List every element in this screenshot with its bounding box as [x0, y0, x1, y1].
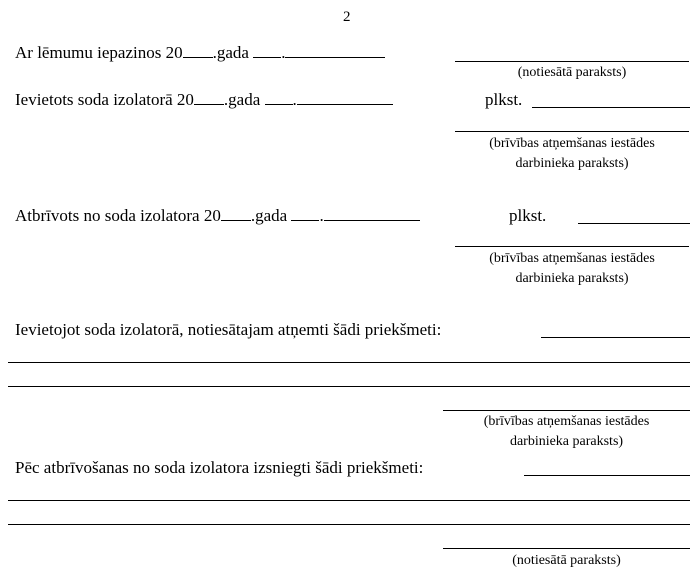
released-time-label: plkst.	[509, 206, 547, 225]
released-line	[15, 207, 420, 224]
month-field[interactable]	[297, 91, 393, 105]
convict-signature-caption: (notiesātā paraksts)	[512, 553, 621, 568]
placed-time-label: plkst.	[485, 90, 523, 109]
year-field[interactable]	[183, 44, 213, 58]
gada-label: .gada	[212, 43, 249, 62]
confiscated-items-line[interactable]	[8, 386, 690, 387]
staff-signature-caption-1: (brīvības atņemšanas iestādes	[489, 251, 655, 266]
month-field[interactable]	[285, 44, 385, 58]
staff-signature-line[interactable]	[455, 246, 689, 247]
released-time-line[interactable]	[578, 223, 690, 224]
convict-signature-line[interactable]	[443, 548, 690, 549]
day-field[interactable]	[253, 44, 281, 58]
placed-prefix: Ievietots soda izolatorā 20	[15, 90, 194, 109]
staff-signature-line[interactable]	[443, 410, 690, 411]
confiscated-items-line[interactable]	[8, 362, 690, 363]
year-field[interactable]	[194, 91, 224, 105]
month-field[interactable]	[324, 207, 420, 221]
returned-items-line[interactable]	[8, 500, 690, 501]
placed-time-line[interactable]	[532, 107, 690, 108]
gada-label: .gada	[250, 206, 288, 225]
placed-line	[15, 91, 393, 108]
dot-label: .	[292, 90, 297, 109]
decision-line	[15, 44, 385, 61]
year-field[interactable]	[221, 207, 251, 221]
released-prefix: Atbrīvots no soda izolatora 20	[15, 206, 221, 225]
returned-items-line[interactable]	[8, 524, 690, 525]
returned-text: Pēc atbrīvošanas no soda izolatora izsniegti šādi priekšmeti:	[15, 458, 424, 477]
convict-signature-caption: (notiesātā paraksts)	[517, 65, 627, 80]
confiscated-items-line[interactable]	[541, 337, 690, 338]
dot-label: .	[319, 206, 324, 225]
decision-prefix: Ar lēmumu iepazinos 20	[15, 43, 183, 62]
day-field[interactable]	[265, 91, 293, 105]
staff-signature-caption-2: darbinieka paraksts)	[509, 434, 624, 449]
gada-label: .gada	[223, 90, 261, 109]
staff-signature-caption-1: (brīvības atņemšanas iestādes	[483, 414, 650, 429]
returned-items-line[interactable]	[524, 475, 690, 476]
dot-label: .	[281, 43, 286, 62]
day-field[interactable]	[291, 207, 319, 221]
staff-signature-caption-2: darbinieka paraksts)	[515, 156, 629, 171]
confiscated-text: Ievietojot soda izolatorā, notiesātajam atņemti šādi priekšmeti:	[15, 320, 442, 339]
staff-signature-line[interactable]	[455, 131, 689, 132]
staff-signature-caption-1: (brīvības atņemšanas iestādes	[489, 136, 655, 151]
page-number: 2	[343, 9, 351, 25]
convict-signature-line[interactable]	[455, 61, 689, 62]
staff-signature-caption-2: darbinieka paraksts)	[515, 271, 629, 286]
